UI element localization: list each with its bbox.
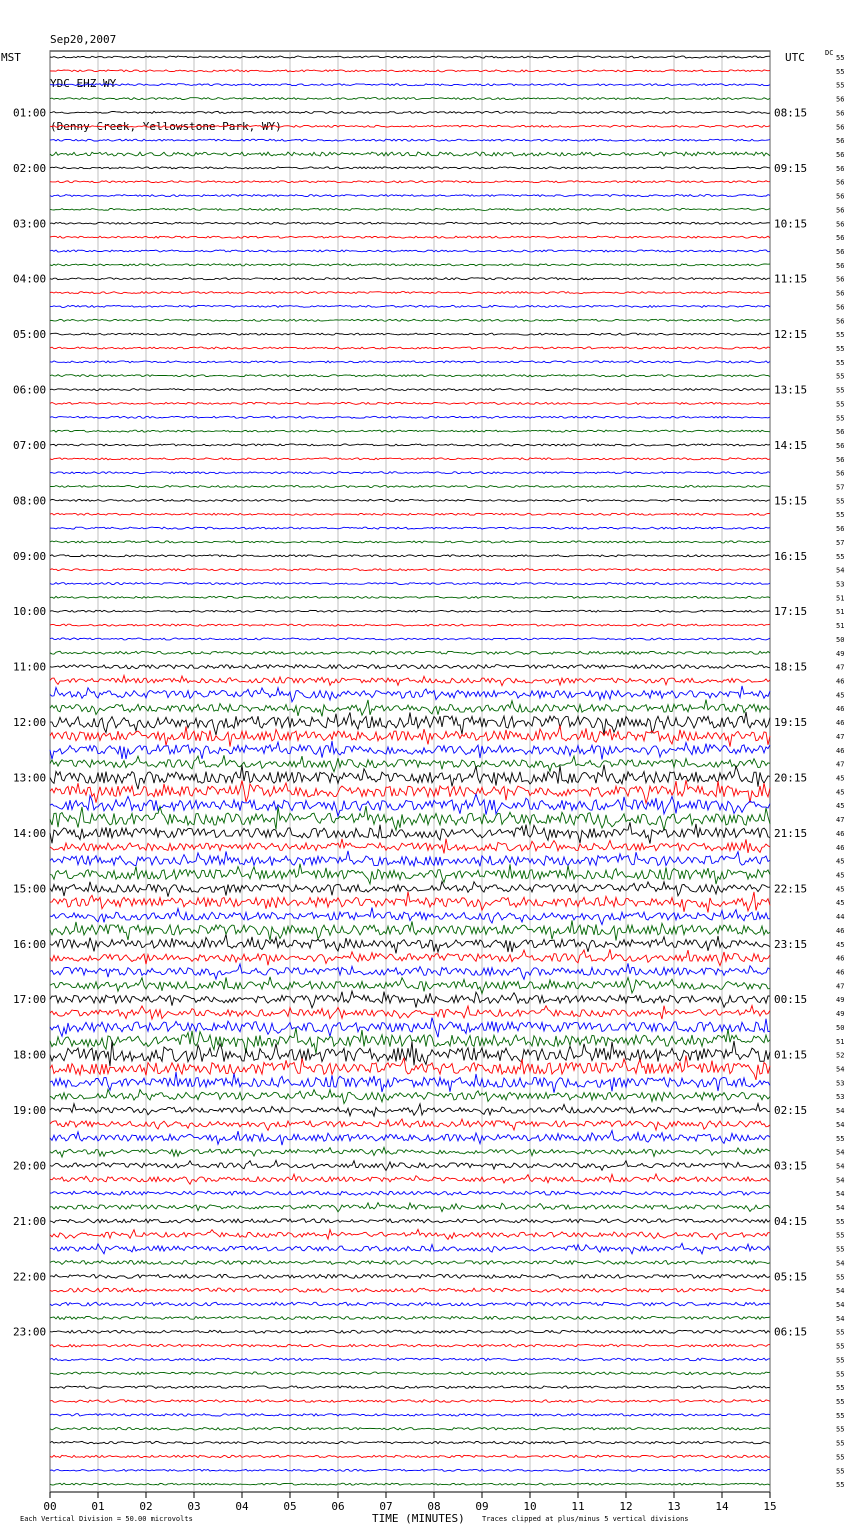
hour-label-utc: 08:15: [774, 106, 808, 120]
trace-row: [50, 1261, 770, 1265]
dc-value: 56: [836, 192, 845, 201]
trace-row: [50, 1191, 770, 1195]
hour-label-mst: 23:00: [13, 1325, 47, 1339]
trace-row: [50, 596, 770, 598]
dc-value: 55: [836, 1342, 845, 1351]
trace-row: [50, 181, 770, 183]
hour-label-utc: 18:15: [774, 660, 808, 674]
hour-label-utc: 14:15: [774, 438, 808, 452]
dc-value: 54: [836, 1259, 845, 1268]
trace-row: [50, 347, 770, 349]
trace-row: [50, 222, 770, 224]
trace-row: [50, 167, 770, 169]
dc-value: 46: [836, 843, 845, 852]
dc-value: 56: [836, 234, 845, 243]
x-tick-label: 11: [571, 1500, 585, 1513]
dc-value: 56: [836, 261, 845, 270]
hour-label-utc: 02:15: [774, 1104, 808, 1118]
dc-value: 55: [836, 54, 845, 62]
trace-row: [50, 651, 770, 654]
hour-label-mst: 08:00: [13, 494, 47, 508]
dc-value: 45: [836, 774, 845, 783]
dc-value: 52: [836, 1051, 845, 1060]
dc-value: 57: [836, 483, 845, 492]
x-tick-label: 00: [43, 1500, 57, 1513]
dc-value: 46: [836, 719, 845, 728]
hour-label-utc: 20:15: [774, 771, 808, 785]
x-tick-label: 10: [523, 1500, 537, 1513]
trace-row: [50, 1072, 770, 1093]
dc-value: 56: [836, 525, 845, 534]
trace-row: [50, 610, 770, 612]
trace-row: [50, 1316, 770, 1319]
dc-value: 46: [836, 677, 845, 686]
trace-row: [50, 541, 770, 543]
dc-value: 54: [836, 1176, 845, 1185]
trace-row: [50, 1414, 770, 1416]
hour-label-utc: 06:15: [774, 1325, 808, 1339]
trace-row: [50, 389, 770, 391]
dc-value: 47: [836, 663, 845, 672]
trace-row: [50, 444, 770, 446]
trace-row: [50, 1147, 770, 1157]
hour-label-mst: 12:00: [13, 716, 47, 730]
x-tick-label: 04: [235, 1500, 249, 1513]
hour-label-utc: 05:15: [774, 1270, 808, 1284]
trace-row: [50, 1028, 770, 1054]
dc-value: 54: [836, 1148, 845, 1157]
trace-row: [50, 111, 770, 113]
dc-value: 55: [836, 1411, 845, 1420]
dc-value: 56: [836, 164, 845, 173]
dc-value: 54: [836, 1204, 845, 1213]
hour-label-utc: 10:15: [774, 217, 808, 231]
hour-label-mst: 21:00: [13, 1214, 47, 1228]
trace-row: [50, 1219, 770, 1223]
dc-value: 55: [836, 386, 845, 395]
trace-row: [50, 908, 770, 925]
trace-row: [50, 1104, 770, 1117]
trace-row: [50, 1386, 770, 1389]
trace-row: [50, 569, 770, 571]
dc-value: 56: [836, 220, 845, 229]
dc-value: 50: [836, 635, 845, 644]
dc-value: 46: [836, 968, 845, 977]
trace-row: [50, 402, 770, 404]
trace-row: [50, 472, 770, 474]
trace-row: [50, 264, 770, 266]
dc-value: 56: [836, 469, 845, 478]
dc-value: 53: [836, 1079, 845, 1088]
dc-value: 54: [836, 1287, 845, 1296]
trace-row: [50, 780, 770, 803]
dc-value: 56: [836, 275, 845, 284]
trace-row: [50, 152, 770, 156]
dc-value: 56: [836, 137, 845, 146]
trace-row: [50, 1174, 770, 1184]
dc-value: 55: [836, 1328, 845, 1337]
dc-value: 54: [836, 1107, 845, 1116]
dc-value: 55: [836, 331, 845, 340]
trace-row: [50, 1330, 770, 1333]
dc-value: 55: [836, 1453, 845, 1462]
location-label: (Denny Creek, Yellowstone Park, WY): [50, 120, 282, 133]
trace-row: [50, 98, 770, 100]
trace-row: [50, 195, 770, 197]
dc-value: 53: [836, 580, 845, 589]
trace-row: [50, 1428, 770, 1430]
trace-row: [50, 991, 770, 1008]
dc-value: 47: [836, 816, 845, 825]
dc-value: 56: [836, 428, 845, 437]
x-tick-label: 08: [427, 1500, 441, 1513]
hour-label-utc: 04:15: [774, 1214, 808, 1228]
dc-value: 47: [836, 982, 845, 991]
dc-value: 54: [836, 1065, 845, 1074]
dc-value: 55: [836, 552, 845, 561]
dc-value: 45: [836, 802, 845, 811]
trace-row: [50, 1455, 770, 1457]
dc-value: 56: [836, 150, 845, 159]
hour-label-mst: 09:00: [13, 549, 47, 563]
trace-row: [50, 822, 770, 843]
dc-value: 55: [836, 1217, 845, 1226]
trace-row: [50, 292, 770, 294]
hour-label-mst: 17:00: [13, 993, 47, 1007]
dc-value: 53: [836, 1093, 845, 1102]
dc-value: 44: [836, 913, 845, 922]
dc-value: 55: [836, 1481, 845, 1490]
trace-row: [50, 1089, 770, 1103]
dc-value: 51: [836, 608, 845, 617]
hour-label-mst: 22:00: [13, 1270, 47, 1284]
hour-label-mst: 13:00: [13, 771, 47, 785]
trace-row: [50, 839, 770, 854]
dc-value: 54: [836, 1301, 845, 1310]
trace-row: [50, 963, 770, 979]
hour-label-utc: 03:15: [774, 1159, 808, 1173]
dc-value: 55: [836, 81, 845, 90]
trace-row: [50, 1372, 770, 1375]
hour-label-mst: 05:00: [13, 328, 47, 342]
dc-value: 50: [836, 1023, 845, 1032]
hour-label-utc: 00:15: [774, 993, 808, 1007]
station-label: YDC EHZ WY: [50, 76, 117, 90]
trace-row: [50, 977, 770, 994]
dc-value: 56: [836, 109, 845, 118]
hour-label-utc: 13:15: [774, 383, 808, 397]
trace-row: [50, 278, 770, 280]
hour-label-mst: 14:00: [13, 826, 47, 840]
hour-label-mst: 20:00: [13, 1159, 47, 1173]
x-tick-label: 06: [331, 1500, 345, 1513]
trace-row: [50, 1288, 770, 1292]
dc-value: 57: [836, 538, 845, 547]
x-tick-label: 13: [667, 1500, 681, 1513]
dc-value: 56: [836, 95, 845, 104]
dc-value: 54: [836, 566, 845, 575]
hour-label-mst: 02:00: [13, 161, 47, 175]
trace-row: [50, 934, 770, 953]
trace-row: [50, 1160, 770, 1170]
dc-value: 54: [836, 1162, 845, 1171]
dc-value: 55: [836, 1370, 845, 1379]
dc-value: 49: [836, 649, 845, 658]
dc-value: 56: [836, 441, 845, 450]
hour-label-mst: 15:00: [13, 882, 47, 896]
dc-value: 55: [836, 358, 845, 367]
hour-label-utc: 21:15: [774, 826, 808, 840]
trace-row: [50, 726, 770, 747]
trace-row: [50, 70, 770, 72]
dc-value: 55: [836, 414, 845, 423]
trace-row: [50, 416, 770, 418]
x-tick-label: 07: [379, 1500, 393, 1513]
trace-row: [50, 665, 770, 669]
dc-value: 55: [836, 1134, 845, 1143]
dc-value: 56: [836, 303, 845, 312]
trace-row: [50, 741, 770, 759]
x-tick-label: 01: [91, 1500, 105, 1513]
x-tick-label: 03: [187, 1500, 201, 1513]
trace-row: [50, 1229, 770, 1239]
trace-row: [50, 527, 770, 529]
hour-label-utc: 11:15: [774, 272, 808, 286]
trace-row: [50, 765, 770, 789]
dc-value: 55: [836, 400, 845, 409]
dc-value: 54: [836, 1190, 845, 1199]
dc-value: 45: [836, 871, 845, 880]
dc-value: 55: [836, 1384, 845, 1393]
trace-row: [50, 583, 770, 585]
hour-label-mst: 06:00: [13, 383, 47, 397]
trace-row: [50, 430, 770, 432]
x-tick-label: 05: [283, 1500, 297, 1513]
dc-value: 55: [836, 1425, 845, 1434]
trace-row: [50, 139, 770, 141]
dc-value: 51: [836, 1037, 845, 1046]
dc-value: 55: [836, 344, 845, 353]
trace-row: [50, 1483, 770, 1485]
trace-row: [50, 208, 770, 210]
dc-value: 47: [836, 760, 845, 769]
dc-value: 55: [836, 1467, 845, 1476]
hour-label-mst: 18:00: [13, 1048, 47, 1062]
trace-row: [50, 920, 770, 940]
trace-row: [50, 624, 770, 626]
dc-value: 55: [836, 1231, 845, 1240]
trace-row: [50, 949, 770, 965]
dc-value: 55: [836, 1398, 845, 1407]
dc-value: 45: [836, 940, 845, 949]
hour-label-mst: 16:00: [13, 937, 47, 951]
dc-value: 56: [836, 247, 845, 256]
right-axis-label: UTC: [785, 51, 805, 64]
trace-row: [50, 486, 770, 488]
dc-value: 56: [836, 178, 845, 187]
hour-label-mst: 19:00: [13, 1104, 47, 1118]
trace-row: [50, 1119, 770, 1130]
dc-value: 56: [836, 317, 845, 326]
trace-row: [50, 1243, 770, 1254]
hour-label-utc: 09:15: [774, 161, 808, 175]
hour-label-mst: 07:00: [13, 438, 47, 452]
x-axis-title: TIME (MINUTES): [372, 1512, 465, 1525]
trace-row: [50, 1006, 770, 1020]
trace-row: [50, 864, 770, 884]
trace-row: [50, 851, 770, 866]
trace-row: [50, 1344, 770, 1347]
trace-row: [50, 236, 770, 238]
dc-value: 55: [836, 497, 845, 506]
dc-value: 55: [836, 67, 845, 76]
dc-value: 49: [836, 996, 845, 1005]
trace-row: [50, 513, 770, 515]
dc-value: 56: [836, 123, 845, 132]
trace-row: [50, 499, 770, 501]
dc-value: 56: [836, 455, 845, 464]
trace-row: [50, 882, 770, 897]
x-tick-label: 15: [763, 1500, 777, 1513]
dc-value: 55: [836, 1356, 845, 1365]
dc-value: 46: [836, 926, 845, 935]
x-tick-label: 02: [139, 1500, 153, 1513]
trace-row: [50, 1302, 770, 1306]
trace-row: [50, 1018, 770, 1038]
dc-value: 45: [836, 788, 845, 797]
trace-row: [50, 1131, 770, 1146]
trace-row: [50, 319, 770, 321]
hour-label-mst: 03:00: [13, 217, 47, 231]
trace-row: [50, 56, 770, 58]
hour-label-utc: 01:15: [774, 1048, 808, 1062]
hour-label-utc: 23:15: [774, 937, 808, 951]
date-label: Sep20,2007: [50, 33, 117, 46]
x-tick-label: 12: [619, 1500, 633, 1513]
dc-value: 55: [836, 511, 845, 520]
trace-row: [50, 555, 770, 557]
trace-row: [50, 1056, 770, 1080]
dc-header: DC: [825, 49, 834, 57]
hour-label-mst: 10:00: [13, 605, 47, 619]
trace-row: [50, 675, 770, 685]
trace-row: [50, 305, 770, 307]
dc-value: 46: [836, 829, 845, 838]
hour-label-utc: 15:15: [774, 494, 808, 508]
dc-value: 45: [836, 691, 845, 700]
trace-row: [50, 361, 770, 363]
dc-value: 55: [836, 372, 845, 381]
dc-value: 45: [836, 857, 845, 866]
dc-value: 55: [836, 1273, 845, 1282]
hour-label-mst: 11:00: [13, 660, 47, 674]
dc-value: 51: [836, 622, 845, 631]
scale-note: Each Vertical Division = 50.00 microvolts: [20, 1515, 193, 1523]
dc-value: 49: [836, 1010, 845, 1019]
trace-row: [50, 375, 770, 377]
trace-row: [50, 1469, 770, 1471]
dc-value: 46: [836, 746, 845, 755]
dc-value: 51: [836, 594, 845, 603]
trace-row: [50, 125, 770, 127]
trace-row: [50, 755, 770, 771]
hour-label-utc: 12:15: [774, 328, 808, 342]
left-axis-label: MST: [1, 51, 21, 64]
dc-value: 54: [836, 1314, 845, 1323]
trace-row: [50, 458, 770, 460]
dc-value: 54: [836, 1120, 845, 1129]
dc-value: 47: [836, 732, 845, 741]
dc-value: 45: [836, 899, 845, 908]
hour-label-utc: 16:15: [774, 549, 808, 563]
dc-value: 46: [836, 954, 845, 963]
dc-value: 45: [836, 885, 845, 894]
trace-row: [50, 892, 770, 913]
trace-row: [50, 84, 770, 86]
trace-row: [50, 1203, 770, 1212]
dc-value: 55: [836, 1245, 845, 1254]
hour-label-utc: 17:15: [774, 605, 808, 619]
trace-row: [50, 1274, 770, 1278]
dc-value: 55: [836, 1439, 845, 1448]
clip-note: Traces clipped at plus/minus 5 vertical divisions: [482, 1515, 689, 1523]
trace-row: [50, 638, 770, 640]
hour-label-mst: 01:00: [13, 106, 47, 120]
hour-label-utc: 22:15: [774, 882, 808, 896]
trace-row: [50, 686, 770, 702]
dc-value: 56: [836, 289, 845, 298]
x-tick-label: 14: [715, 1500, 729, 1513]
x-tick-label: 09: [475, 1500, 489, 1513]
trace-row: [50, 250, 770, 252]
dc-value: 46: [836, 705, 845, 714]
dc-value: 56: [836, 206, 845, 215]
trace-row: [50, 1358, 770, 1361]
hour-label-utc: 19:15: [774, 716, 808, 730]
trace-row: [50, 1400, 770, 1403]
trace-row: [50, 1441, 770, 1443]
trace-row: [50, 333, 770, 335]
hour-label-mst: 04:00: [13, 272, 47, 286]
